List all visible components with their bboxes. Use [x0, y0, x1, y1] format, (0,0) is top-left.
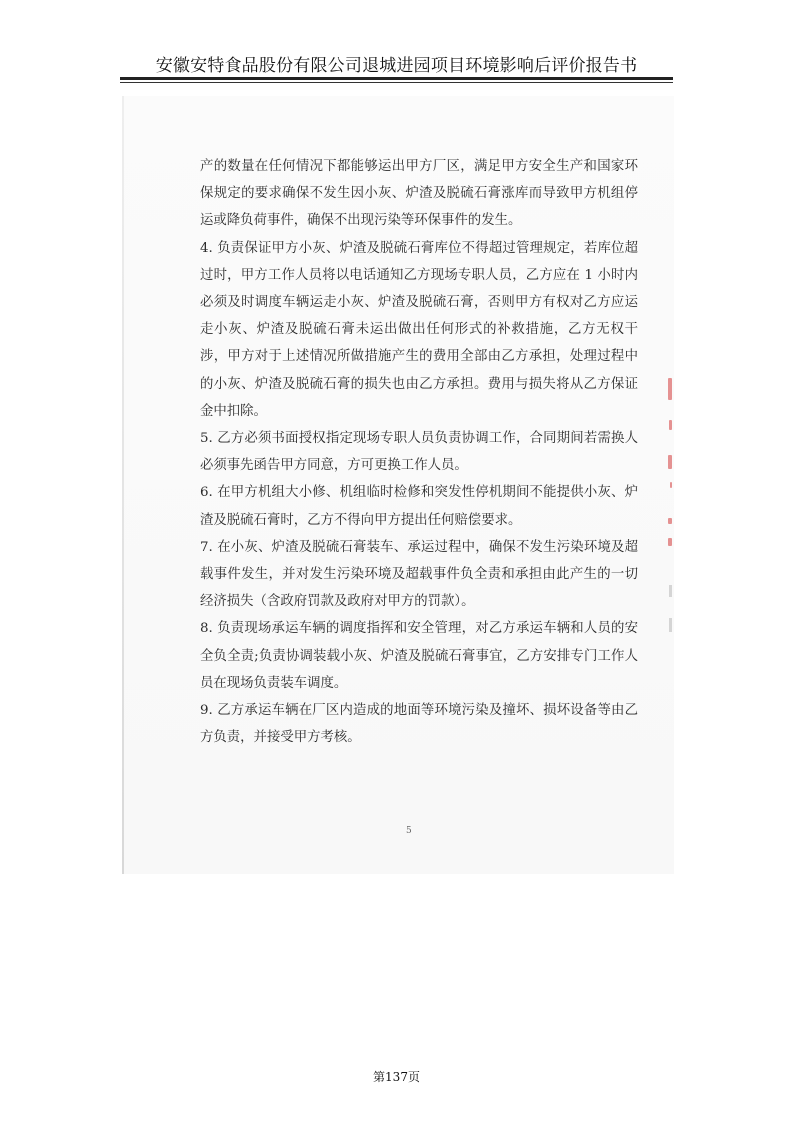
footer-page-number: 第137页 — [373, 1070, 420, 1084]
scan-paragraph: 5. 乙方必须书面授权指定现场专职人员负责协调工作，合同期间若需换人必须事先函告甲方同意，方可更换工作人员。 — [200, 431, 638, 474]
scan-paragraph: 产的数量在任何情况下都能够运出甲方厂区，满足甲方安全生产和国家环保规定的要求确保不发生因小灰、炉渣及脱硫石膏涨库而导致甲方机组停运或降负荷事件，确保不出现污染等环保事件的发生。 — [200, 159, 638, 229]
scan-bleed-mark — [668, 538, 672, 546]
scan-paragraph: 8. 负责现场承运车辆的调度指挥和安全管理，对乙方承运车辆和人员的安全负全责;负责协调装载小灰、炉渣及脱硫石膏事宜，乙方安排专门工作人员在现场负责装车调度。 — [200, 621, 638, 691]
scan-bleed-mark — [668, 518, 672, 524]
scan-bleed-mark — [668, 455, 672, 469]
scanned-page-edge — [122, 96, 124, 874]
scan-bleed-mark — [669, 618, 672, 632]
header-rule-thin — [120, 82, 673, 83]
scan-paragraph: 4. 负责保证甲方小灰、炉渣及脱硫石膏库位不得超过管理规定，若库位超过时，甲方工作人员将以电话通知乙方现场专职人员，乙方应在 1 小时内必须及时调度车辆运走小灰、炉渣及脱硫石膏，否则甲方有权对乙方应运走小灰、炉渣及脱硫石膏未运出做出任何形式的补救措施，乙方无权干涉，甲方对于上述情况所做措施产生的费用全部由乙方承担，处理过程中的小灰、炉渣及脱硫石膏的损失也由乙方承担。费用与损失将从乙方保证金中扣除。 — [200, 240, 638, 419]
scan-bleed-mark — [669, 420, 672, 430]
scan-bleed-mark — [670, 482, 672, 488]
report-header-title: 安徽安特食品股份有限公司退城进园项目环境影响后评价报告书 — [155, 56, 638, 76]
scan-body — [200, 153, 638, 751]
scan-paragraph: 6. 在甲方机组大小修、机组临时检修和突发性停机期间不能提供小灰、炉渣及脱硫石膏时，乙方不得向甲方提出任何赔偿要求。 — [200, 485, 638, 528]
scan-paragraph: 9. 乙方承运车辆在厂区内造成的地面等环境污染及撞坏、损坏设备等由乙方负责，并接受甲方考核。 — [200, 703, 638, 746]
scan-paragraph: 7. 在小灰、炉渣及脱硫石膏装车、承运过程中，确保不发生污染环境及超载事件发生，并对发生污染环境及超载事件负全责和承担由此产生的一切经济损失（含政府罚款及政府对甲方的罚款）。 — [200, 539, 638, 610]
scan-page-number: 5 — [406, 826, 412, 836]
scan-bleed-mark — [669, 585, 672, 597]
header-rule-thick — [120, 77, 673, 80]
scan-bleed-mark — [668, 378, 672, 400]
